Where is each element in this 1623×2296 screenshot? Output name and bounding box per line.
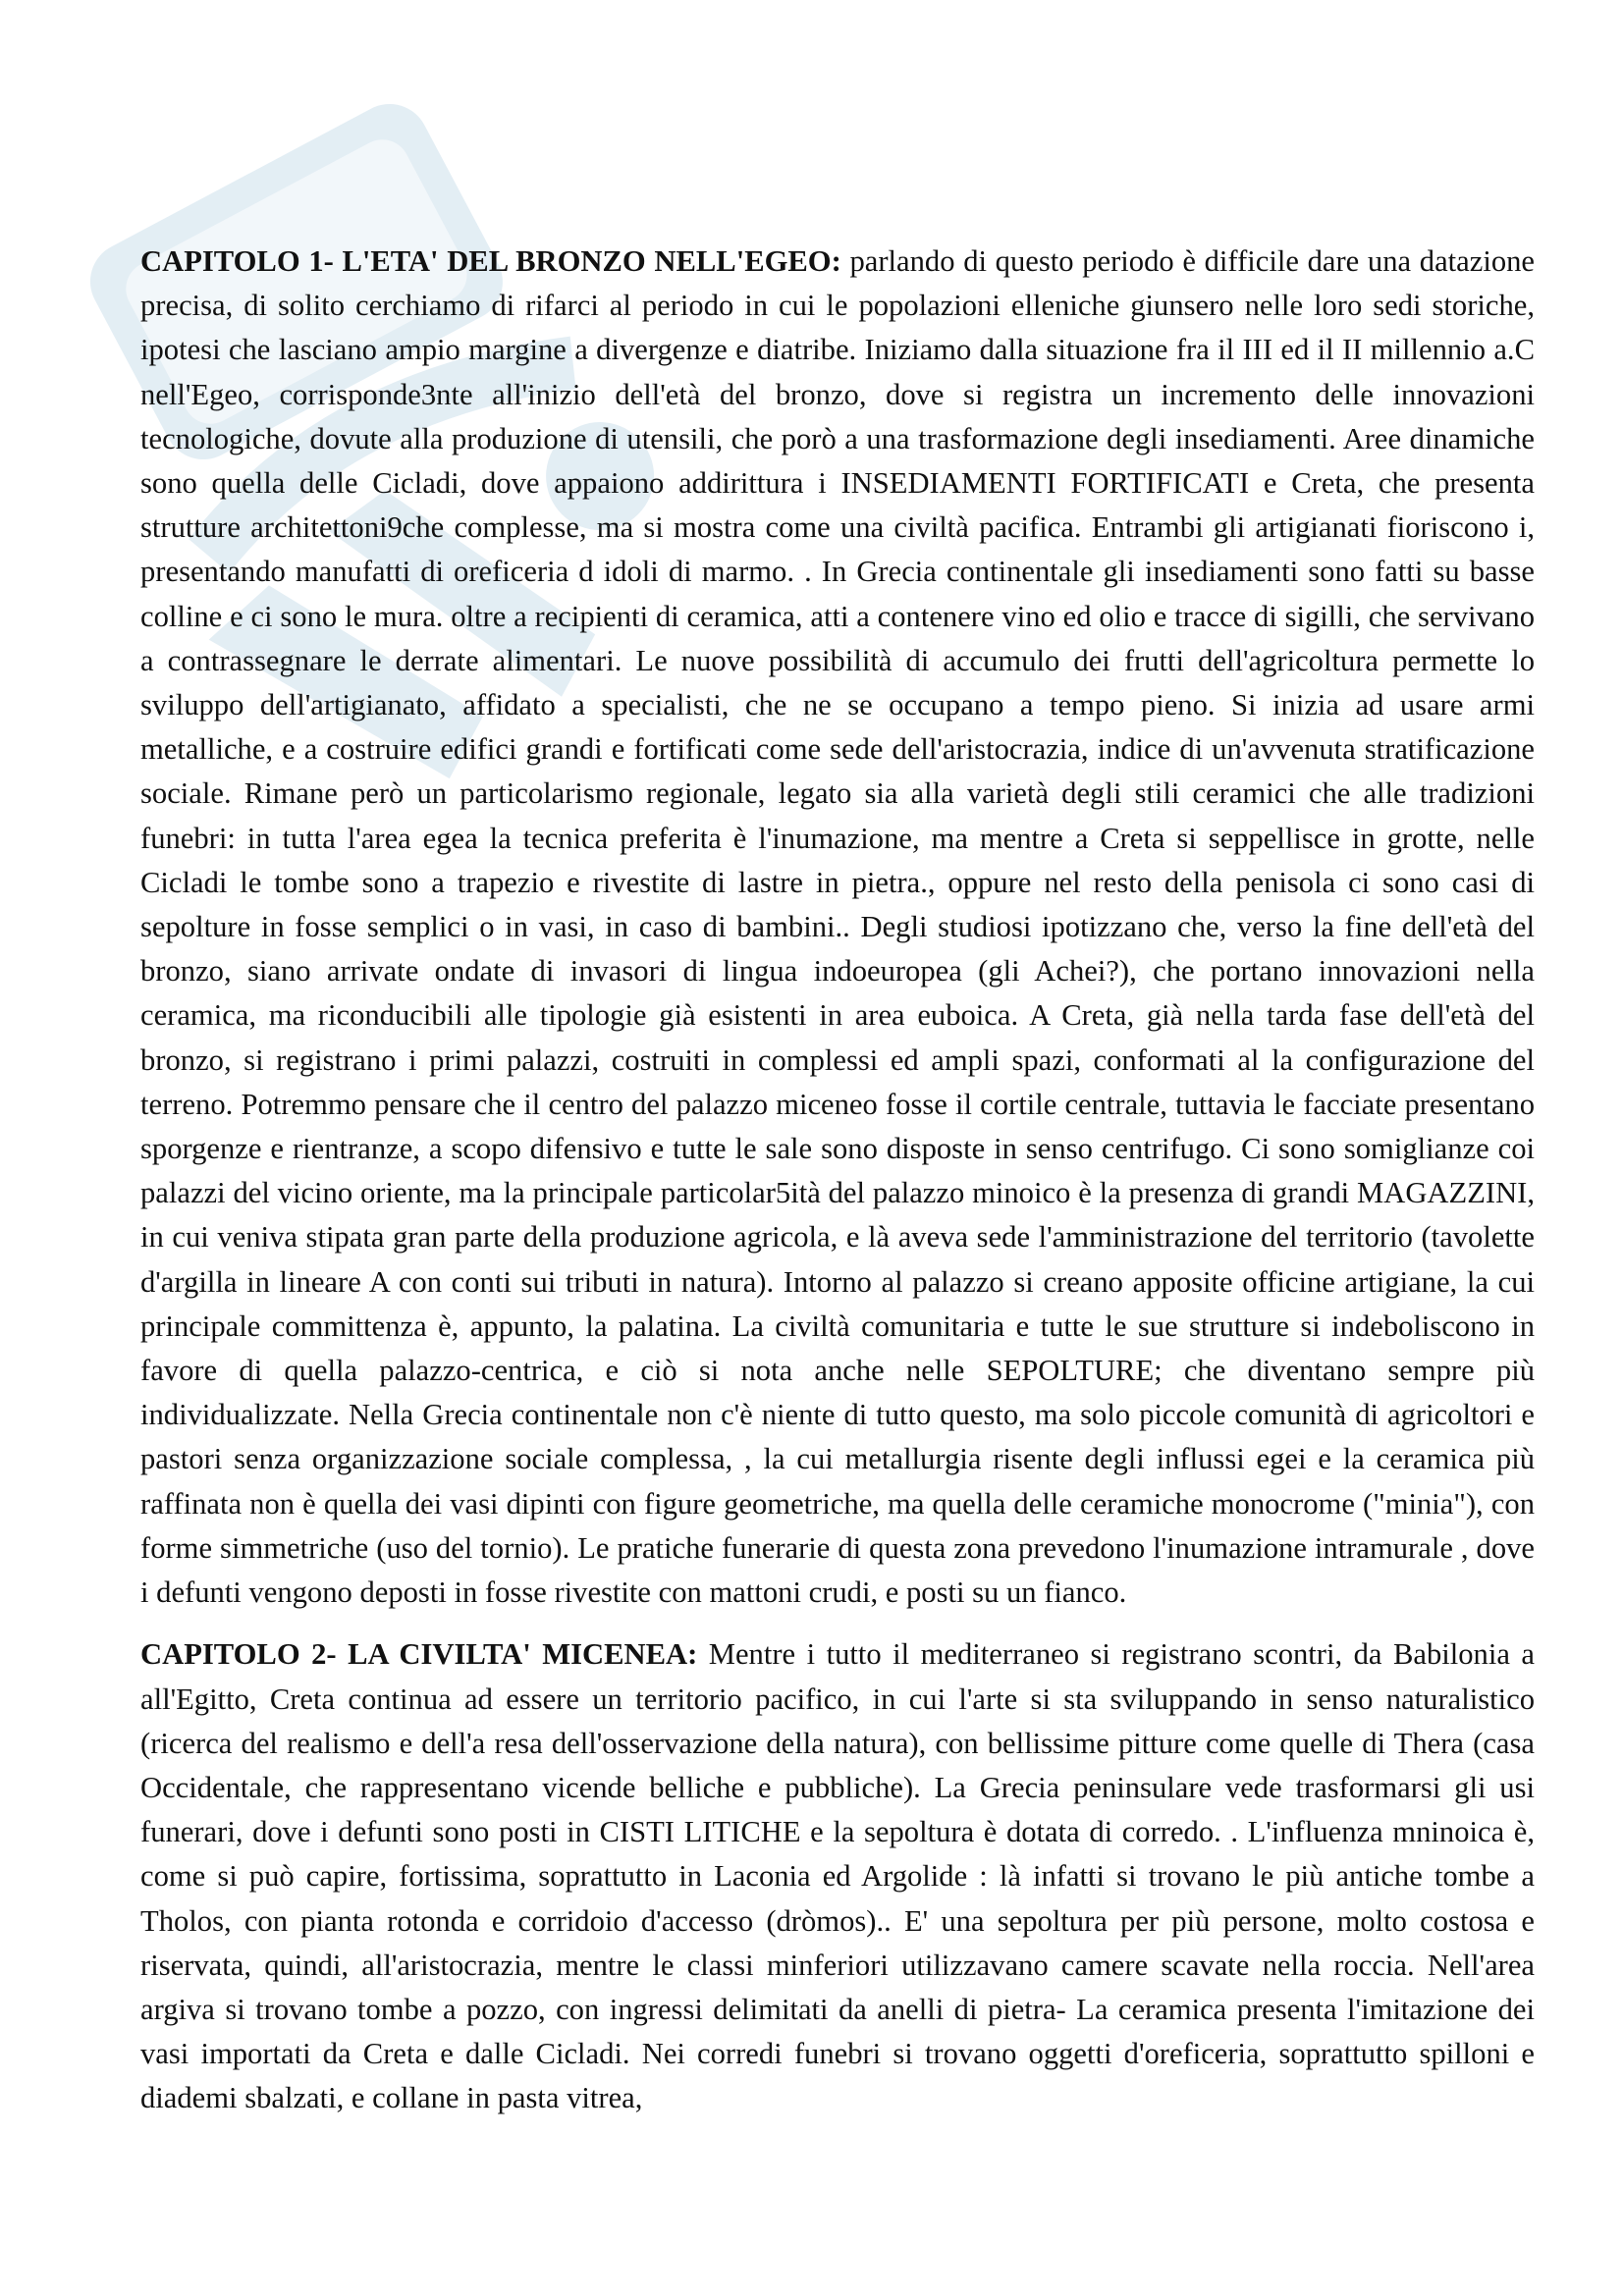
- chapter-2-text: Mentre i tutto il mediterraneo si registrano scontri, da Babilonia a all'Egitto, Creta continua ad essere un territorio pacifico, in cui l'arte si sta sviluppando in senso naturalistico (ricerca del realismo e dell'a resa dell'osservazione della natura), con bellissime pitture come quelle di Thera (casa Occidentale, che rappresentano vicende belliche e pubbliche). La Grecia peninsulare vede trasformarsi gli usi funerari, dove i defunti sono posti in CISTI LITICHE e la sepoltura è dotata di corredo. . L'influenza mninoica è, come si può capire, fortissima, soprattutto in Laconia ed Argolide : là infatti si trovano le più antiche tombe a Tholos, con pianta rotonda e corridoio d'accesso (dròmos).. E' una sepoltura per più persone, molto costosa e riservata, quindi, all'aristocrazia, mentre le classi minferiori utilizzavano camere scavate nella roccia. Nell'area argiva si trovano tombe a pozzo, con ingressi delimitati da anelli di pietra- La ceramica presenta l'imitazione dei vasi importati da Creta e dalle Cicladi. Nei corredi funebri si trovano oggetti d'oreficeria, soprattutto spilloni e diademi sbalzati, e collane in pasta vitrea,: [140, 1637, 1535, 2115]
- chapter-1-paragraph: [140, 240, 1535, 1615]
- document-body: [140, 240, 1535, 2139]
- chapter-2-paragraph: [140, 1632, 1535, 2120]
- chapter-1-text: parlando di questo periodo è difficile dare una datazione precisa, di solito cerchiamo di rifarci al periodo in cui le popolazioni elleniche giunsero nelle loro sedi storiche, ipotesi che lasciano ampio margine a divergenze e diatribe. Iniziamo dalla situazione fra il III ed il II millennio a.C nell'Egeo, corrisponde3nte all'inizio dell'età del bronzo, dove si registra un incremento delle innovazioni tecnologiche, dovute alla produzione di utensili, che porò a una trasformazione degli insediamenti. Aree dinamiche sono quella delle Cicladi, dove appaiono addirittura i INSEDIAMENTI FORTIFICATI e Creta, che presenta strutture architettoni9che complesse, ma si mostra come una civiltà pacifica. Entrambi gli artigianati fioriscono i, presentando manufatti di oreficeria d idoli di marmo. . In Grecia continentale gli insediamenti sono fatti su basse colline e ci sono le mura. oltre a recipienti di ceramica, atti a contenere vino ed olio e tracce di sigilli, che servivano a contrassegnare le derrate alimentari. Le nuove possibilità di accumulo dei frutti dell'agricoltura permette lo sviluppo dell'artigianato, affidato a specialisti, che ne se occupano a tempo pieno. Si inizia ad usare armi metalliche, e a costruire edifici grandi e fortificati come sede dell'aristocrazia, indice di un'avvenuta stratificazione sociale. Rimane però un particolarismo regionale, legato sia alla varietà degli stili ceramici che alle tradizioni funebri: in tutta l'area egea la tecnica preferita è l'inumazione, ma mentre a Creta si seppellisce in grotte, nelle Cicladi le tombe sono a trapezio e rivestite di lastre in pietra., oppure nel resto della penisola ci sono casi di sepolture in fosse semplici o in vasi, in caso di bambini.. Degli studiosi ipotizzano che, verso la fine dell'età del bronzo, siano arrivate ondate di invasori di lingua indoeuropea (gli Achei?), che portano innovazioni nella ceramica, ma riconducibili alle tipologie già esistenti in area euboica. A Creta, già nella tarda fase dell'età del bronzo, si registrano i primi palazzi, costruiti in complessi ed ampli spazi, conformati al la configurazione del terreno. Potremmo pensare che il centro del palazzo miceneo fosse il cortile centrale, tuttavia le facciate presentano sporgenze e rientranze, a scopo difensivo e tutte le sale sono disposte in senso centrifugo. Ci sono somiglianze coi palazzi del vicino oriente, ma la principale particolar5ità del palazzo minoico è la presenza di grandi MAGAZZINI, in cui veniva stipata gran parte della produzione agricola, e là aveva sede l'amministrazione del territorio (tavolette d'argilla in lineare A con conti sui tributi in natura). Intorno al palazzo si creano apposite officine artigiane, la cui principale committenza è, appunto, la palatina. La civiltà comunitaria e tutte le sue strutture si indeboliscono in favore di quella palazzo-centrica, e ciò si nota anche nelle SEPOLTURE; che diventano sempre più individualizzate. Nella Grecia continentale non c'è niente di tutto questo, ma solo piccole comunità di agricoltori e pastori senza organizzazione sociale complessa, , la cui metallurgia risente degli influssi egei e la ceramica più raffinata non è quella dei vasi dipinti con figure geometriche, ma quella delle ceramiche monocrome ("minia"), con forme simmetriche (uso del tornio). Le pratiche funerarie di questa zona prevedono l'inumazione intramurale , dove i defunti vengono deposti in fosse rivestite con mattoni crudi, e posti su un fianco.: [140, 244, 1535, 1610]
- chapter-1-heading: CAPITOLO 1- L'ETA' DEL BRONZO NELL'EGEO:: [140, 244, 841, 278]
- chapter-2-heading: CAPITOLO 2- LA CIVILTA' MICENEA:: [140, 1637, 698, 1672]
